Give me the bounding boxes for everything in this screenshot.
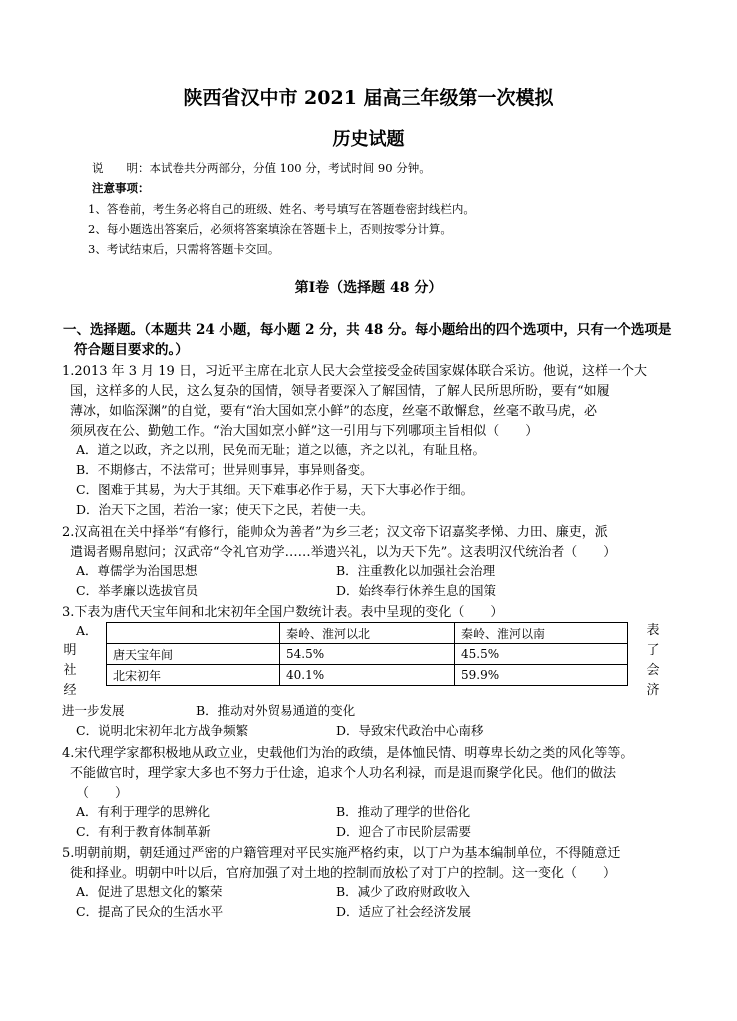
question-2-option-c: C．举孝廉以选拔官员 [76,583,199,598]
table-cell: 54.5% [280,644,455,665]
question-4-text: 不能做官时，理学家大多也不努力于仕途，追求个人功名利禄，而是退而聚学化民。他们的做法 [70,766,617,781]
question-3-wrap-char: 表 [646,623,660,638]
question-4-option-a: A．有利于理学的思辨化 [76,804,211,819]
table-header-cell: 秦岭、淮河以南 [455,623,628,644]
question-2-text: 2.汉高祖在关中择举“有修行，能帅众为善者”为乡三老；汉文帝下诏嘉奖孝悌、力田、廉吏，派 [62,525,608,540]
attention-item: 3、考试结束后，只需将答题卡交回。 [88,242,280,256]
section-instruction: 一、选择题。（本题共 24 小题，每小题 2 分，共 48 分。每小题给出的四个选项中，只有一个选项是 [63,322,672,338]
household-statistics-table [106,622,628,686]
table-header-cell: 秦岭、淮河以北 [280,623,455,644]
question-1-text: 薄冰，如临深渊”的自觉，要有“治大国如烹小鲜”的态度，丝毫不敢懈怠，丝毫不敢马虎，必 [70,404,597,419]
question-3-option-a-cont: 进一步发展 [62,703,125,718]
question-3-option-d: D．导致宋代政治中心南移 [336,723,484,738]
question-4-option-c: C．有利于教育体制革新 [76,824,211,839]
section-title: 第Ⅰ卷（选择题 48 分） [294,280,443,296]
question-1-option-b: B．不期修古，不法常可；世异则事异，事异则备变。 [76,462,373,477]
attention-item: 1、答卷前，考生务必将自己的班级、姓名、考号填写在答题卷密封线栏内。 [88,202,475,216]
question-4-text: 4.宋代理学家都积极地从政立业，史载他们为治的政绩，是体恤民情、明尊卑长幼之类的风化等等。 [62,746,634,761]
question-4-option-d: D．迎合了市民阶层需要 [336,824,472,839]
question-3-wrap-char: 社 [63,663,77,678]
question-3-wrap-char: A． [76,623,98,638]
question-2-text: 遣谒者赐帛慰问；汉武帝“令礼官劝学……举遗兴礼，以为天下先”。这表明汉代统治者（ ） [70,545,617,560]
question-3-wrap-char: 经 [63,683,77,698]
exam-description: 说 明：本试卷共分两部分，分值 100 分，考试时间 90 分钟。 [92,161,431,175]
question-3-text: 3.下表为唐代天宝年间和北宋初年全国户数统计表。表中呈现的变化（ ） [62,605,504,620]
question-3-wrap-char: 会 [646,663,660,678]
table-header-cell [107,623,280,644]
question-5-text: 徙和择业。明朝中叶以后，官府加强了对土地的控制而放松了对丁户的控制。这一变化（ ） [70,866,617,881]
question-3-option-c: C．说明北宋初年北方战争频繁 [76,723,249,738]
question-1-text: 须夙夜在公、勤勉工作。“治大国如烹小鲜”这一引用与下列哪项主旨相似（ ） [70,424,539,439]
question-3-option-b: B．推动对外贸易通道的变化 [196,703,356,718]
table-cell: 北宋初年 [107,665,280,686]
table-row [107,665,628,686]
question-4-text: （ ） [76,786,129,801]
question-4-option-b: B．推动了理学的世俗化 [336,804,471,819]
question-1-option-a: A．道之以政，齐之以刑，民免而无耻；道之以德，齐之以礼，有耻且格。 [76,442,486,457]
table-header-row [107,623,628,644]
question-2-option-a: A．尊儒学为治国思想 [76,563,198,578]
table-row [107,644,628,665]
question-5-option-c: C．提高了民众的生活水平 [76,904,224,919]
question-3-wrap-char: 了 [646,643,660,658]
attention-label: 注意事项： [92,181,150,195]
question-5-text: 5.明朝前期，朝廷通过严密的户籍管理对平民实施严格约束，以丁户为基本编制单位，不得随意迁 [62,846,621,861]
table-cell: 唐天宝年间 [107,644,280,665]
question-5-option-a: A．促进了思想文化的繁荣 [76,884,223,899]
table-cell: 40.1% [280,665,455,686]
attention-item: 2、每小题选出答案后，必须将答案填涂在答题卡上，否则按零分计算。 [88,222,452,236]
section-instruction: 符合题目要求的。） [74,342,189,358]
question-1-text: 国，这样多的人民，这么复杂的国情，领导者要深入了解国情，了解人民所思所盼，要有“如履 [70,384,610,399]
question-2-option-d: D．始终奉行休养生息的国策 [336,583,497,598]
question-1-option-c: C．图难于其易，为大于其细。天下难事必作于易，天下大事必作于细。 [76,482,474,497]
question-3-wrap-char: 明 [63,643,77,658]
table-cell: 59.9% [455,665,628,686]
question-2-option-b: B．注重教化以加强社会治理 [336,563,496,578]
question-5-option-d: D．适应了社会经济发展 [336,904,472,919]
exam-subtitle: 历史试题 [332,129,405,150]
question-1-text: 1.2013 年 3 月 19 日，习近平主席在北京人民大会堂接受金砖国家媒体联合采访。他说，这样一个大 [62,364,647,379]
exam-title: 陕西省汉中市 2021 届高三年级第一次模拟 [183,87,554,109]
question-3-wrap-char: 济 [646,683,660,698]
question-5-option-b: B．减少了政府财政收入 [336,884,471,899]
question-1-option-d: D．治天下之国，若治一家；使天下之民，若使一夫。 [76,502,374,517]
table-cell: 45.5% [455,644,628,665]
